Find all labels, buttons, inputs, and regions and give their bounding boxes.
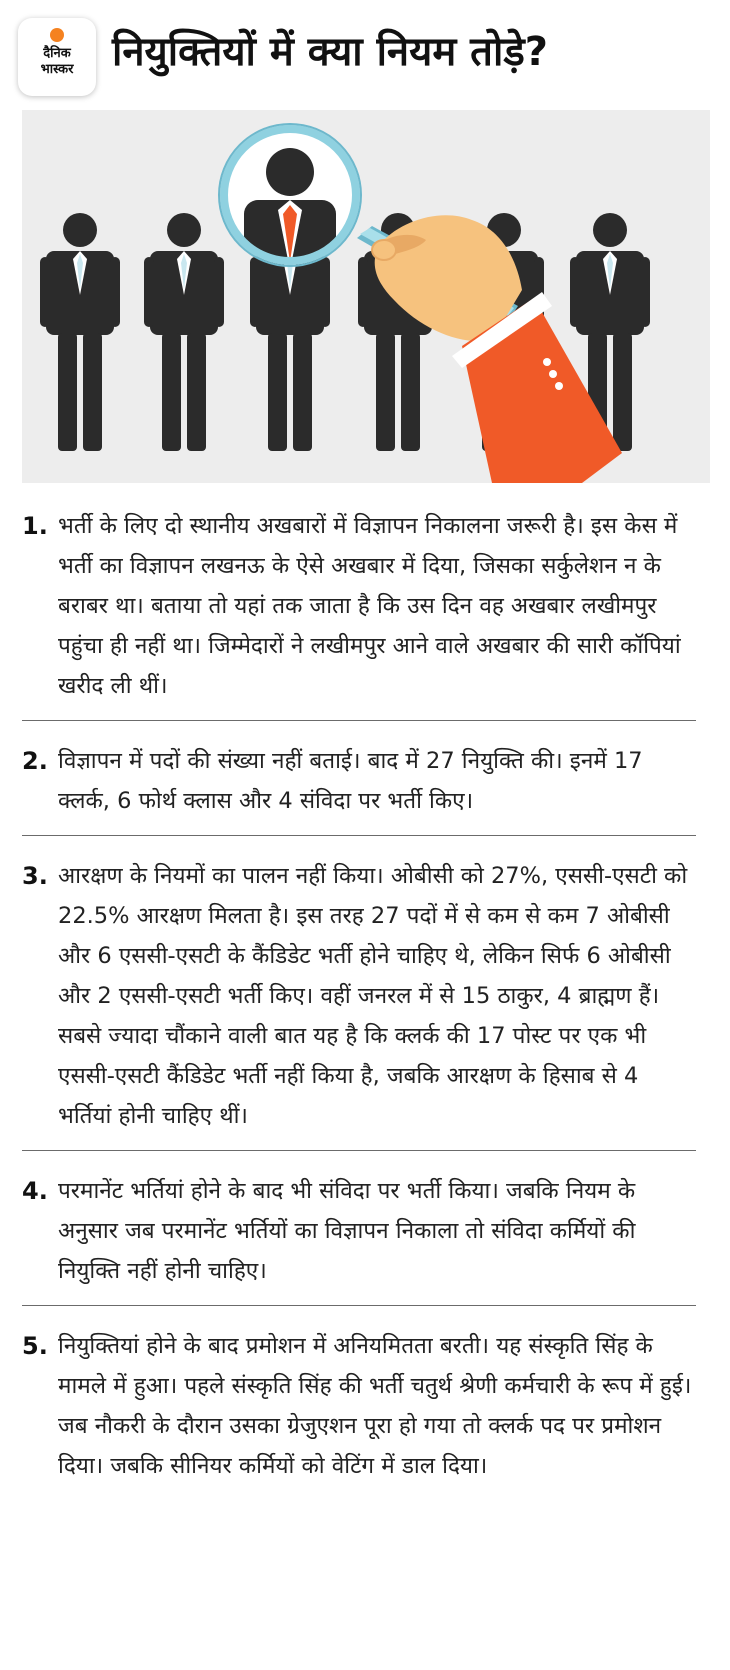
page-title: नियुक्तियों में क्या नियम तोड़े? xyxy=(112,29,548,75)
list-item xyxy=(22,500,696,721)
item-text: भर्ती के लिए दो स्थानीय अखबारों में विज्ञापन निकालना जरूरी है। इस केस में भर्ती का विज्ञापन लखनऊ के ऐसे अखबार में दिया, जिसका सर्कुलेशन न के बराबर था। बताया तो यहां तक जाता है कि उस दिन वह अखबार लखीमपुर पहुंचा ही नहीं था। जिम्मेदारों ने लखीमपुर आने वाले अखबार की सारी कॉपियां खरीद ली थीं। xyxy=(58,513,681,699)
list-item xyxy=(22,1320,696,1500)
item-text: नियुक्तियां होने के बाद प्रमोशन में अनियमितता बरती। यह संस्कृति सिंह के मामले में हुआ। पहले संस्कृति सिंह की भर्ती चतुर्थ श्रेणी कर्मचारी के रूप में हुई। जब नौकरी के दौरान उसका ग्रेजुएशन पूरा हो गया तो क्लर्क पद पर प्रमोशन दिया। जबकि सीनियर कर्मियों को वेटिंग में डाल दिया। xyxy=(58,1333,692,1479)
list-item xyxy=(22,850,696,1151)
item-number: 5. xyxy=(22,1332,48,1360)
item-number: 3. xyxy=(22,862,48,890)
logo-line-1: दैनिक xyxy=(43,46,71,61)
list-item xyxy=(22,735,696,836)
dainik-bhaskar-logo[interactable] xyxy=(18,18,96,96)
item-text: आरक्षण के नियमों का पालन नहीं किया। ओबीसी को 27%, एससी-एसटी को 22.5% आरक्षण मिलता है। इस तरह 27 पदों में से कम से कम 7 ओबीसी और 6 एससी-एसटी के कैंडिडेट भर्ती होने चाहिए थे, लेकिन सिर्फ 6 ओबीसी और 2 एससी-एसटी भर्ती किए। वहीं जनरल में से 15 ठाकुर, 4 ब्राह्मण हैं। सबसे ज्यादा चौंकाने वाली बात यह है कि क्लर्क की 17 पोस्ट पर एक भी एससी-एसटी कैंडिडेट भर्ती नहीं किया है, जबकि आरक्षण के हिसाब से 4 भर्तियां होनी चाहिए थीं। xyxy=(58,863,688,1129)
sun-dot-logo-icon xyxy=(50,28,64,42)
list-item xyxy=(22,1165,696,1306)
logo-text xyxy=(18,46,96,78)
item-text: परमानेंट भर्तियां होने के बाद भी संविदा पर भर्ती किया। जबकि नियम के अनुसार जब परमानेंट भर्तियों का विज्ञापन निकाला तो संविदा कर्मियों की नियुक्ति नहीं होनी चाहिए। xyxy=(58,1178,636,1284)
magnifier-selecting-candidate-illustration xyxy=(22,110,710,483)
header xyxy=(0,0,730,100)
item-number: 1. xyxy=(22,512,48,540)
logo-line-2: भास्कर xyxy=(40,62,74,77)
item-number: 2. xyxy=(22,747,48,775)
item-text: विज्ञापन में पदों की संख्या नहीं बताई। बाद में 27 नियुक्ति की। इनमें 17 क्लर्क, 6 फोर्थ क्लास और 4 संविदा पर भर्ती किए। xyxy=(58,748,643,814)
item-number: 4. xyxy=(22,1177,48,1205)
candidate-selection-illustration xyxy=(22,110,710,483)
rules-list xyxy=(22,500,710,1500)
